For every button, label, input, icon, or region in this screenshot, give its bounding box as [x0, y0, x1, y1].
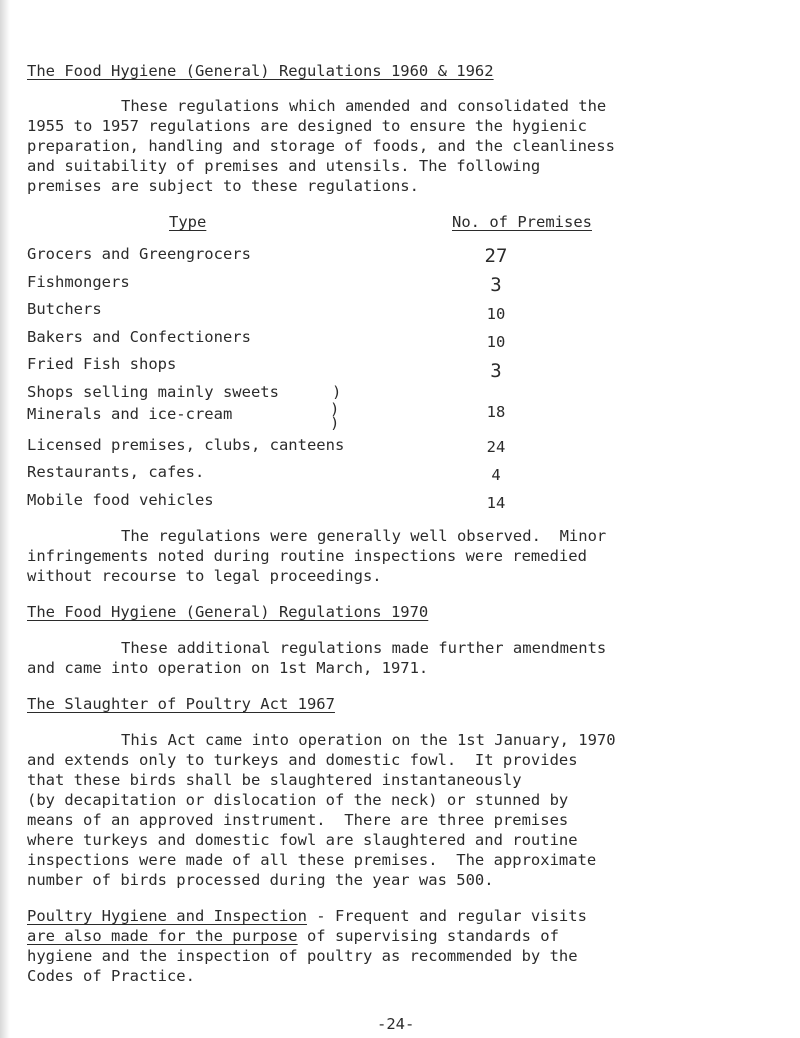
closing-line-3: without recourse to legal proceedings. [27, 567, 382, 585]
premises-type: Licensed premises, clubs, canteens [27, 436, 345, 454]
paragraph-line: and extends only to turkeys and domestic fowl. It provides [27, 751, 578, 769]
intro-line-2: 1955 to 1957 regulations are designed to ensure the hygienic [27, 117, 587, 135]
paragraph-line: means of an approved instrument. There are three premises [27, 811, 569, 829]
premises-count: 27 [484, 245, 508, 267]
paragraph-text: - Frequent and regular visits [306, 907, 587, 925]
premises-count: 10 [486, 305, 506, 323]
premises-count: 4 [491, 466, 501, 484]
paragraph-line: These additional regulations made further amendments [121, 639, 607, 657]
paragraph-line: (by decapitation or dislocation of the neck) or stunned by [27, 791, 569, 809]
premises-type: Bakers and Confectioners [27, 328, 251, 346]
bracket-glyph: ) [332, 383, 342, 401]
section-heading-1960: The Food Hygiene (General) Regulations 1960 & 1962 [27, 62, 494, 80]
premises-count: 24 [486, 438, 506, 456]
premises-type: Mobile food vehicles [27, 491, 214, 509]
premises-type: Shops selling mainly sweets [27, 383, 279, 401]
closing-line-2: infringements noted during routine inspections were remedied [27, 547, 587, 565]
premises-type: Fried Fish shops [27, 355, 177, 373]
section-heading-slaughter-act: The Slaughter of Poultry Act 1967 [27, 695, 335, 713]
poultry-hygiene-line-1 [27, 907, 587, 926]
table-header-count: No. of Premises [452, 213, 592, 231]
premises-type-continued: Minerals and ice-cream [27, 405, 233, 423]
paragraph-line: hygiene and the inspection of poultry as recommended by the [27, 947, 578, 965]
poultry-hygiene-line-2 [27, 927, 559, 946]
intro-line-3: preparation, handling and storage of foods, and the cleanliness [27, 137, 615, 155]
intro-line-4: and suitability of premises and utensils. The following [27, 157, 541, 175]
closing-line-1: The regulations were generally well observed. Minor [121, 527, 607, 545]
premises-count: 10 [486, 333, 506, 351]
paragraph-line: inspections were made of all these premises. The approximate [27, 851, 597, 869]
paragraph-line: This Act came into operation on the 1st January, 1970 [121, 731, 616, 749]
table-header-type: Type [169, 213, 207, 231]
premises-type: Grocers and Greengrocers [27, 245, 251, 263]
premises-count: 14 [486, 494, 506, 512]
bracket-glyph: ) [330, 400, 340, 418]
premises-type: Fishmongers [27, 273, 130, 291]
paragraph-line: that these birds shall be slaughtered instantaneously [27, 771, 522, 789]
bracket-glyph: ) [330, 414, 340, 432]
premises-type: Butchers [27, 300, 102, 318]
paragraph-text: of supervising standards of [297, 927, 559, 945]
page-number: -24- [377, 1015, 415, 1033]
paragraph-line: and came into operation on 1st March, 1971. [27, 659, 429, 677]
intro-line-1: These regulations which amended and consolidated the [121, 97, 607, 115]
premises-type: Restaurants, cafes. [27, 463, 205, 481]
intro-line-5: premises are subject to these regulations. [27, 177, 419, 195]
paragraph-line: number of birds processed during the year was 500. [27, 871, 494, 889]
section-heading-poultry-hygiene: Poultry Hygiene and Inspection [27, 907, 307, 925]
premises-count: 3 [490, 274, 502, 296]
paragraph-line: where turkeys and domestic fowl are slaughtered and routine [27, 831, 578, 849]
paragraph-line: Codes of Practice. [27, 967, 195, 985]
premises-count: 3 [490, 360, 502, 382]
section-heading-1970: The Food Hygiene (General) Regulations 1970 [27, 603, 429, 621]
underlined-phrase: are also made for the purpose [27, 927, 298, 945]
premises-count: 18 [486, 403, 506, 421]
